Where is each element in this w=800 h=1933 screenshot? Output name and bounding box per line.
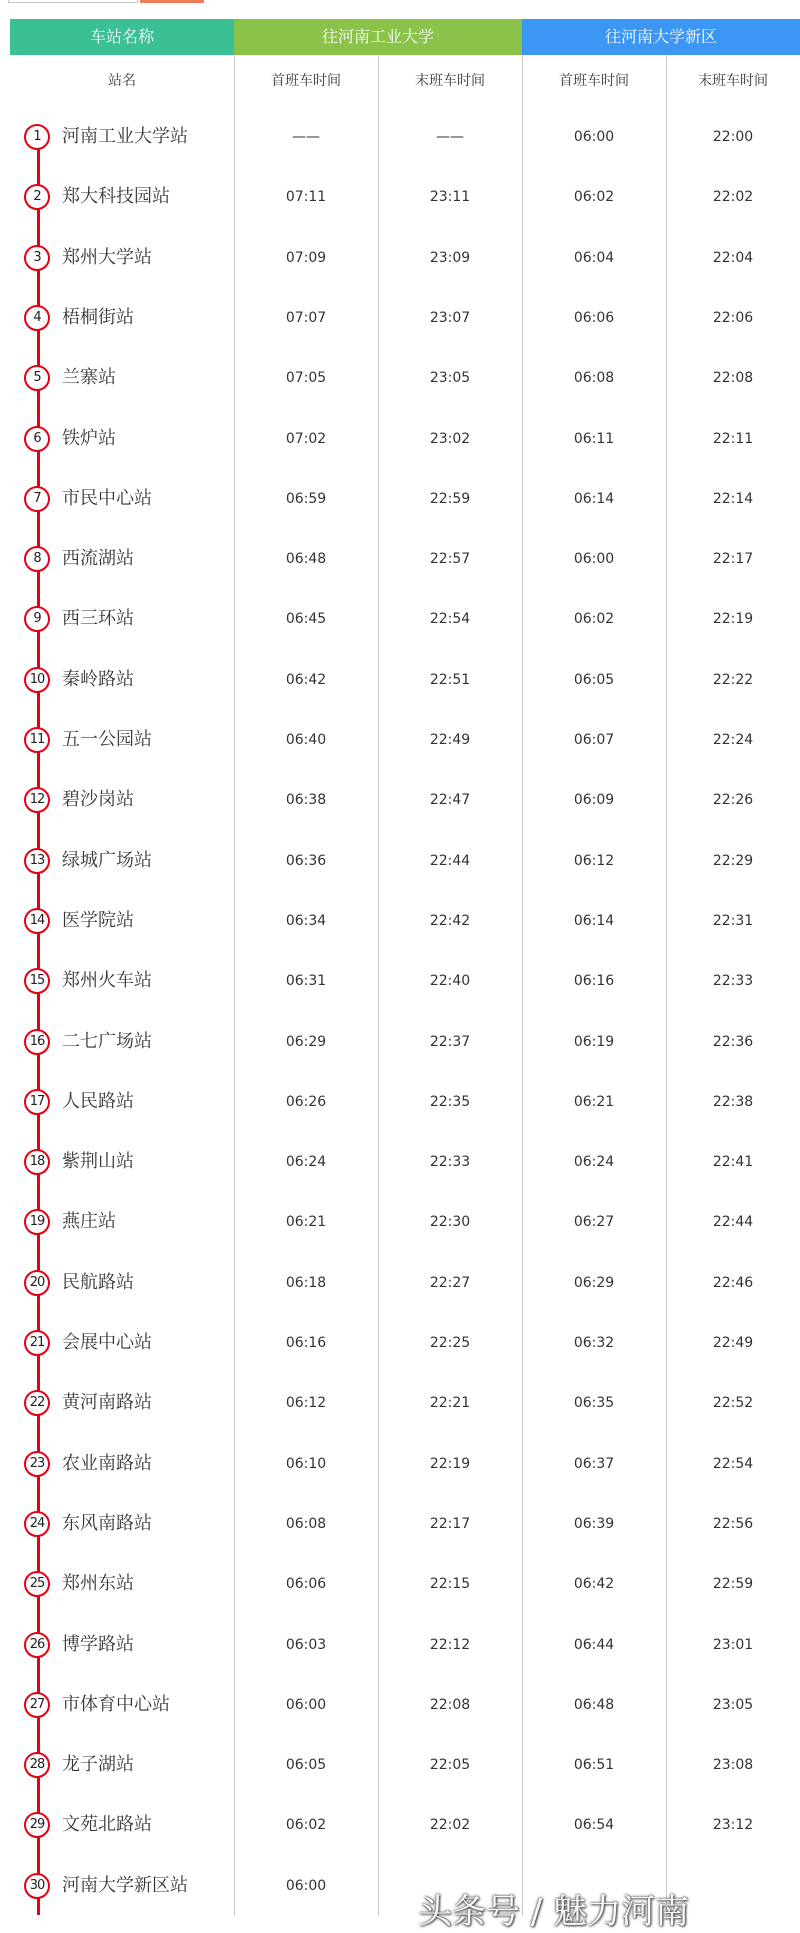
dir-b-last-train: 22:29 bbox=[712, 853, 754, 869]
table-row bbox=[0, 1192, 800, 1252]
dir-a-first-train: 07:07 bbox=[285, 310, 327, 326]
dir-a-first-train: 06:02 bbox=[285, 1817, 327, 1833]
station-name: 人民路站 bbox=[62, 1091, 134, 1112]
dir-b-last-train: 23:05 bbox=[712, 1697, 754, 1713]
dir-b-last-train: 22:24 bbox=[712, 732, 754, 748]
dir-a-last-train: 22:57 bbox=[429, 551, 471, 567]
table-row bbox=[0, 288, 800, 348]
table-row bbox=[0, 348, 800, 408]
dir-a-last-train: 22:44 bbox=[429, 853, 471, 869]
dir-b-first-train: 06:05 bbox=[573, 672, 615, 688]
station-number-icon: 19 bbox=[24, 1209, 50, 1235]
station-name: 市民中心站 bbox=[62, 488, 152, 509]
station-number-icon: 9 bbox=[24, 606, 50, 632]
station-number-icon: 17 bbox=[24, 1089, 50, 1115]
station-number-icon: 8 bbox=[24, 546, 50, 572]
subheader-station: 站名 bbox=[108, 73, 136, 89]
dir-a-last-train: 23:05 bbox=[429, 370, 471, 386]
dir-b-first-train: 06:00 bbox=[573, 129, 615, 145]
dir-b-first-train: 06:54 bbox=[573, 1817, 615, 1833]
dir-a-last-train: 22:15 bbox=[429, 1576, 471, 1592]
dir-a-first-train: 06:31 bbox=[285, 973, 327, 989]
station-number-icon: 18 bbox=[24, 1149, 50, 1175]
table-row bbox=[0, 1434, 800, 1494]
dir-a-last-train: 22:08 bbox=[429, 1697, 471, 1713]
dir-a-first-train: 06:42 bbox=[285, 672, 327, 688]
table-row bbox=[0, 589, 800, 649]
dir-b-first-train: 06:02 bbox=[573, 189, 615, 205]
station-name: 兰寨站 bbox=[62, 367, 116, 388]
dir-b-first-train: 06:32 bbox=[573, 1335, 615, 1351]
table-row bbox=[0, 1373, 800, 1433]
station-number-icon: 27 bbox=[24, 1692, 50, 1718]
dir-b-first-train: 06:09 bbox=[573, 792, 615, 808]
station-name: 铁炉站 bbox=[62, 428, 116, 449]
dir-a-last-train: 22:19 bbox=[429, 1456, 471, 1472]
dir-a-last-train: 22:47 bbox=[429, 792, 471, 808]
table-row bbox=[0, 1554, 800, 1614]
station-name: 东风南路站 bbox=[62, 1513, 152, 1534]
station-name: 五一公园站 bbox=[62, 729, 152, 750]
dir-b-first-train: 06:14 bbox=[573, 913, 615, 929]
dir-a-first-train: 06:18 bbox=[285, 1275, 327, 1291]
dir-b-first-train: 06:35 bbox=[573, 1395, 615, 1411]
dir-b-first-train: 06:37 bbox=[573, 1456, 615, 1472]
station-name: 碧沙岗站 bbox=[62, 789, 134, 810]
station-name: 西流湖站 bbox=[62, 548, 134, 569]
dir-a-first-train: 06:12 bbox=[285, 1395, 327, 1411]
station-name: 黄河南路站 bbox=[62, 1392, 152, 1413]
station-number-icon: 23 bbox=[24, 1451, 50, 1477]
dir-b-last-train: 22:00 bbox=[712, 129, 754, 145]
dir-b-last-train: 22:59 bbox=[712, 1576, 754, 1592]
dir-b-first-train: 06:00 bbox=[573, 551, 615, 567]
dir-b-first-train: 06:12 bbox=[573, 853, 615, 869]
dir-a-last-train: 22:02 bbox=[429, 1817, 471, 1833]
station-number-icon: 26 bbox=[24, 1632, 50, 1658]
dir-b-last-train: 22:46 bbox=[712, 1275, 754, 1291]
dir-b-first-train: 06:06 bbox=[573, 310, 615, 326]
dir-b-last-train: 22:14 bbox=[712, 491, 754, 507]
table-row bbox=[0, 409, 800, 469]
dir-a-first-train: 06:10 bbox=[285, 1456, 327, 1472]
station-number-icon: 20 bbox=[24, 1270, 50, 1296]
table-row bbox=[0, 1012, 800, 1072]
station-number-icon: 5 bbox=[24, 365, 50, 391]
table-row bbox=[0, 1795, 800, 1855]
dir-a-first-train: 07:05 bbox=[285, 370, 327, 386]
search-input[interactable] bbox=[8, 0, 138, 3]
dir-b-last-train: 22:54 bbox=[712, 1456, 754, 1472]
table-row bbox=[0, 107, 800, 167]
dir-a-first-train: 06:03 bbox=[285, 1637, 327, 1653]
dir-a-first-train: 06:40 bbox=[285, 732, 327, 748]
dir-a-last-train: 22:30 bbox=[429, 1214, 471, 1230]
dir-b-last-train: 22:04 bbox=[712, 250, 754, 266]
dir-a-first-train: 06:00 bbox=[285, 1878, 327, 1894]
station-name: 二七广场站 bbox=[62, 1031, 152, 1052]
header-direction-a: 往河南工业大学 bbox=[234, 19, 522, 55]
station-name: 紫荆山站 bbox=[62, 1151, 134, 1172]
station-name: 农业南路站 bbox=[62, 1453, 152, 1474]
table-row bbox=[0, 469, 800, 529]
dir-a-first-train: 06:26 bbox=[285, 1094, 327, 1110]
dir-b-last-train: 22:08 bbox=[712, 370, 754, 386]
station-number-icon: 1 bbox=[24, 124, 50, 150]
dir-a-last-train: —— bbox=[436, 129, 464, 145]
dir-b-last-train: 22:26 bbox=[712, 792, 754, 808]
header-station-name: 车站名称 bbox=[10, 19, 234, 55]
dir-b-first-train: 06:29 bbox=[573, 1275, 615, 1291]
station-name: 秦岭路站 bbox=[62, 669, 134, 690]
dir-b-last-train: 22:41 bbox=[712, 1154, 754, 1170]
dir-a-last-train: 22:40 bbox=[429, 973, 471, 989]
dir-b-first-train: 06:42 bbox=[573, 1576, 615, 1592]
station-number-icon: 11 bbox=[24, 727, 50, 753]
table-row bbox=[0, 1494, 800, 1554]
table-row bbox=[0, 1615, 800, 1675]
dir-b-last-train: 22:33 bbox=[712, 973, 754, 989]
dir-a-last-train: 22:59 bbox=[429, 491, 471, 507]
dir-b-first-train: 06:51 bbox=[573, 1757, 615, 1773]
subheader-a-first: 首班车时间 bbox=[271, 73, 341, 89]
table-row bbox=[0, 770, 800, 830]
dir-b-last-train: 22:11 bbox=[712, 431, 754, 447]
station-number-icon: 29 bbox=[24, 1812, 50, 1838]
station-name: 绿城广场站 bbox=[62, 850, 152, 871]
dir-a-first-train: 06:08 bbox=[285, 1516, 327, 1532]
station-number-icon: 25 bbox=[24, 1571, 50, 1597]
dir-b-first-train: 06:21 bbox=[573, 1094, 615, 1110]
station-name: 医学院站 bbox=[62, 910, 134, 931]
dir-a-last-train: 23:09 bbox=[429, 250, 471, 266]
station-number-icon: 12 bbox=[24, 787, 50, 813]
dir-a-last-train: 22:17 bbox=[429, 1516, 471, 1532]
station-name: 市体育中心站 bbox=[62, 1694, 170, 1715]
dir-a-first-train: 06:21 bbox=[285, 1214, 327, 1230]
dir-a-last-train: 22:49 bbox=[429, 732, 471, 748]
station-number-icon: 15 bbox=[24, 968, 50, 994]
station-number-icon: 14 bbox=[24, 908, 50, 934]
dir-b-last-train: 22:56 bbox=[712, 1516, 754, 1532]
dir-a-last-train: 22:54 bbox=[429, 611, 471, 627]
station-number-icon: 28 bbox=[24, 1752, 50, 1778]
station-number-icon: 7 bbox=[24, 486, 50, 512]
dir-a-first-train: 06:16 bbox=[285, 1335, 327, 1351]
dir-a-first-train: 07:09 bbox=[285, 250, 327, 266]
station-name: 郑州大学站 bbox=[62, 247, 152, 268]
station-name: 博学路站 bbox=[62, 1634, 134, 1655]
dir-a-last-train: 22:25 bbox=[429, 1335, 471, 1351]
station-number-icon: 10 bbox=[24, 667, 50, 693]
subheader-b-last: 末班车时间 bbox=[698, 73, 768, 89]
station-number-icon: 21 bbox=[24, 1330, 50, 1356]
station-name: 会展中心站 bbox=[62, 1332, 152, 1353]
dir-b-first-train: 06:39 bbox=[573, 1516, 615, 1532]
dir-a-first-train: 07:11 bbox=[285, 189, 327, 205]
dir-b-first-train: 06:14 bbox=[573, 491, 615, 507]
station-number-icon: 24 bbox=[24, 1511, 50, 1537]
dir-a-last-train: 22:21 bbox=[429, 1395, 471, 1411]
dir-a-last-train: 22:05 bbox=[429, 1757, 471, 1773]
table-row bbox=[0, 1132, 800, 1192]
table-row bbox=[0, 831, 800, 891]
search-button[interactable] bbox=[140, 0, 204, 3]
dir-a-last-train: 22:35 bbox=[429, 1094, 471, 1110]
station-number-icon: 13 bbox=[24, 848, 50, 874]
station-number-icon: 22 bbox=[24, 1390, 50, 1416]
table-row bbox=[0, 1072, 800, 1132]
dir-b-last-train: 22:19 bbox=[712, 611, 754, 627]
station-number-icon: 2 bbox=[24, 184, 50, 210]
station-number-icon: 4 bbox=[24, 305, 50, 331]
dir-a-first-train: 06:05 bbox=[285, 1757, 327, 1773]
dir-b-last-train: 22:36 bbox=[712, 1034, 754, 1050]
dir-b-last-train: 22:38 bbox=[712, 1094, 754, 1110]
dir-b-last-train: 22:06 bbox=[712, 310, 754, 326]
top-toolbar bbox=[0, 0, 800, 4]
dir-a-last-train: 23:07 bbox=[429, 310, 471, 326]
subheader-a-last: 末班车时间 bbox=[415, 73, 485, 89]
dir-a-last-train: 23:02 bbox=[429, 431, 471, 447]
table-row bbox=[0, 891, 800, 951]
subheader-b-first: 首班车时间 bbox=[559, 73, 629, 89]
dir-b-first-train: 06:07 bbox=[573, 732, 615, 748]
table-row bbox=[0, 529, 800, 589]
dir-b-last-train: 22:44 bbox=[712, 1214, 754, 1230]
dir-a-first-train: 06:48 bbox=[285, 551, 327, 567]
station-name: 郑州火车站 bbox=[62, 970, 152, 991]
station-name: 河南工业大学站 bbox=[62, 126, 188, 147]
table-row bbox=[0, 650, 800, 710]
dir-b-last-train: 23:01 bbox=[712, 1637, 754, 1653]
dir-a-first-train: 06:38 bbox=[285, 792, 327, 808]
dir-a-last-train: 22:37 bbox=[429, 1034, 471, 1050]
dir-b-first-train: 06:16 bbox=[573, 973, 615, 989]
dir-b-first-train: 06:27 bbox=[573, 1214, 615, 1230]
dir-a-last-train: 23:11 bbox=[429, 189, 471, 205]
station-name: 郑大科技园站 bbox=[62, 186, 170, 207]
table-row bbox=[0, 1735, 800, 1795]
station-name: 西三环站 bbox=[62, 608, 134, 629]
dir-a-first-train: 06:06 bbox=[285, 1576, 327, 1592]
station-number-icon: 30 bbox=[24, 1873, 50, 1899]
dir-a-first-train: —— bbox=[292, 129, 320, 145]
station-number-icon: 3 bbox=[24, 245, 50, 271]
table-row bbox=[0, 228, 800, 288]
dir-a-last-train: 22:42 bbox=[429, 913, 471, 929]
dir-b-last-train: 22:52 bbox=[712, 1395, 754, 1411]
dir-b-first-train: 06:44 bbox=[573, 1637, 615, 1653]
station-number-icon: 6 bbox=[24, 426, 50, 452]
station-name: 梧桐街站 bbox=[62, 307, 134, 328]
dir-a-last-train: 22:12 bbox=[429, 1637, 471, 1653]
table-row bbox=[0, 710, 800, 770]
station-number-icon: 16 bbox=[24, 1029, 50, 1055]
station-name: 燕庄站 bbox=[62, 1211, 116, 1232]
dir-a-first-train: 06:00 bbox=[285, 1697, 327, 1713]
dir-a-last-train: 22:27 bbox=[429, 1275, 471, 1291]
dir-b-first-train: 06:24 bbox=[573, 1154, 615, 1170]
dir-b-first-train: 06:08 bbox=[573, 370, 615, 386]
dir-b-last-train: 23:12 bbox=[712, 1817, 754, 1833]
station-name: 龙子湖站 bbox=[62, 1754, 134, 1775]
dir-b-first-train: 06:02 bbox=[573, 611, 615, 627]
dir-a-first-train: 06:29 bbox=[285, 1034, 327, 1050]
dir-a-first-train: 06:36 bbox=[285, 853, 327, 869]
dir-a-last-train: 22:33 bbox=[429, 1154, 471, 1170]
dir-a-first-train: 06:45 bbox=[285, 611, 327, 627]
dir-b-first-train: 06:19 bbox=[573, 1034, 615, 1050]
dir-b-last-train: 22:31 bbox=[712, 913, 754, 929]
watermark: 头条号 / 魅力河南 bbox=[418, 1892, 690, 1932]
dir-b-first-train: 06:48 bbox=[573, 1697, 615, 1713]
dir-b-first-train: 06:04 bbox=[573, 250, 615, 266]
dir-b-last-train: 23:08 bbox=[712, 1757, 754, 1773]
dir-a-first-train: 06:34 bbox=[285, 913, 327, 929]
station-name: 河南大学新区站 bbox=[62, 1875, 188, 1896]
station-name: 郑州东站 bbox=[62, 1573, 134, 1594]
dir-b-last-train: 22:02 bbox=[712, 189, 754, 205]
table-row bbox=[0, 167, 800, 227]
table-row bbox=[0, 951, 800, 1011]
station-name: 民航路站 bbox=[62, 1272, 134, 1293]
table-row bbox=[0, 1675, 800, 1735]
station-name: 文苑北路站 bbox=[62, 1814, 152, 1835]
dir-a-last-train: 22:51 bbox=[429, 672, 471, 688]
dir-b-last-train: 22:17 bbox=[712, 551, 754, 567]
table-row bbox=[0, 1253, 800, 1313]
dir-b-first-train: 06:11 bbox=[573, 431, 615, 447]
header-direction-b: 往河南大学新区 bbox=[522, 19, 800, 55]
dir-b-last-train: 22:22 bbox=[712, 672, 754, 688]
dir-a-first-train: 07:02 bbox=[285, 431, 327, 447]
dir-a-first-train: 06:24 bbox=[285, 1154, 327, 1170]
table-row bbox=[0, 1313, 800, 1373]
dir-b-last-train: 22:49 bbox=[712, 1335, 754, 1351]
dir-a-first-train: 06:59 bbox=[285, 491, 327, 507]
